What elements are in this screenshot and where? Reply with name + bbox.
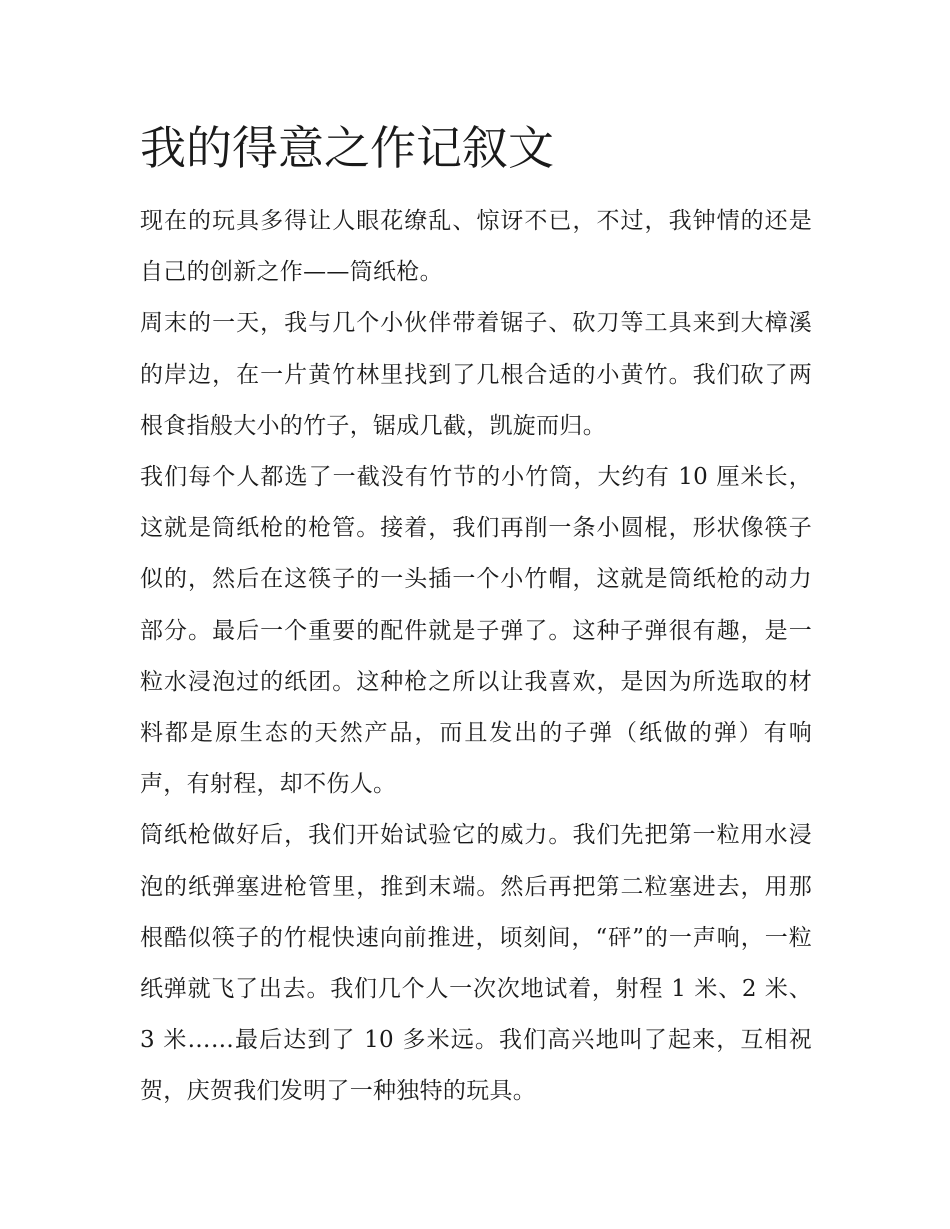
- paragraph-1: 现在的玩具多得让人眼花缭乱、惊讶不已，不过，我钟情的还是自己的创新之作——筒纸枪。: [140, 208, 812, 286]
- document-title: 我的得意之作记叙文: [140, 121, 554, 175]
- paragraph-3: 我们每个人都选了一截没有竹节的小竹筒，大约有 10 厘米长，这就是筒纸枪的枪管。接着，我们再削一条小圆棍，形状像筷子似的，然后在这筷子的一头插一个小竹帽，这就是筒纸枪的动力部分。最后一个重要的配件就是子弹了。这种子弹很有趣，是一粒水浸泡过的纸团。这种枪之所以让我喜欢，是因为所选取的材料都是原生态的天然产品，而且发出的子弹（纸做的弹）有响声，有射程，却不伤人。: [140, 464, 812, 798]
- paragraph-2: 周末的一天，我与几个小伙伴带着锯子、砍刀等工具来到大樟溪的岸边，在一片黄竹林里找到了几根合适的小黄竹。我们砍了两根食指般大小的竹子，锯成几截，凯旋而归。: [140, 310, 812, 439]
- document-body: [140, 196, 812, 1118]
- paragraph-4: 筒纸枪做好后，我们开始试验它的威力。我们先把第一粒用水浸泡的纸弹塞进枪管里，推到末端。然后再把第二粒塞进去，用那根酷似筷子的竹棍快速向前推进，顷刻间，“砰”的一声响，一粒纸弹就飞了出去。我们几个人一次次地试着，射程 1 米、2 米、3 米……最后达到了 10 多米远。我们高兴地叫了起来，互相祝贺，庆贺我们发明了一种独特的玩具。: [140, 822, 812, 1105]
